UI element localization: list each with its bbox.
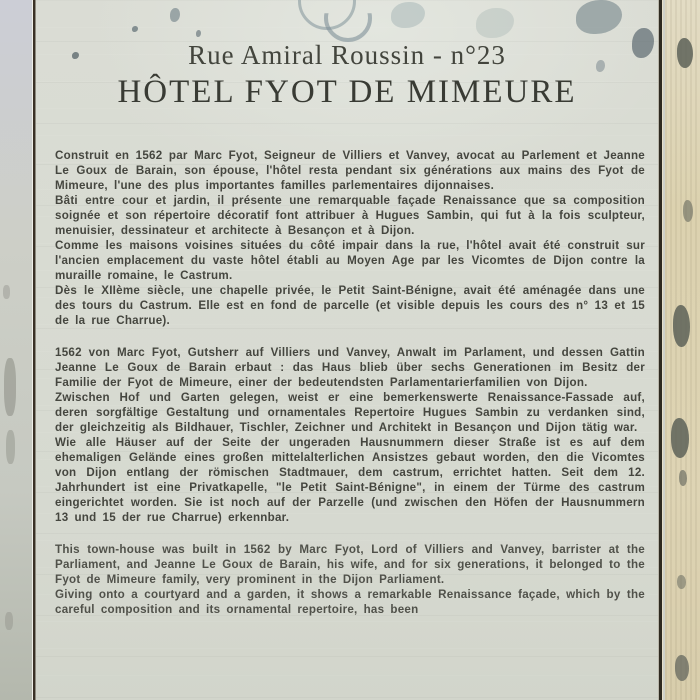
stain-dot bbox=[132, 26, 138, 32]
stain-blob bbox=[170, 8, 180, 22]
wall-stain bbox=[683, 200, 693, 222]
german-paragraph: Zwischen Hof und Garten gelegen, weist er eine bemerkenswerte Renaissance-Fassade auf, deren sorgfältige Gestaltung und ornamentales Repertoire Hugues Sambin zu verdanken sind, der gleichzeitig als Bildhauer, Tischler, Zeichner und Architekt in Besançon und Dijon tätig war. bbox=[55, 391, 645, 434]
wall-stain bbox=[677, 575, 686, 589]
french-paragraph: Dès le XIIème siècle, une chapelle privée, le Petit Saint-Bénigne, avait été aménagée dans une des tours du Castrum. Elle est en fond de parcelle (et visible depuis les cours des n° 13 et 15 de la rue Charrue). bbox=[55, 284, 645, 327]
stain-ring bbox=[298, 0, 356, 30]
paint-peel-mark bbox=[5, 612, 13, 630]
street-address: Rue Amiral Roussin - n°23 bbox=[188, 40, 506, 70]
wall-stain bbox=[679, 470, 687, 486]
english-section bbox=[55, 542, 645, 617]
plaque-right-edge-line bbox=[658, 0, 663, 700]
french-paragraph: Construit en 1562 par Marc Fyot, Seigneur de Villiers et Vanvey, avocat au Parlement et Jeanne Le Goux de Barain, son épouse, l'hôtel resta pendant six générations aux mains des Fyot de Mimeure, l'une des plus importantes familles parlementaires dijonnaises. bbox=[55, 149, 645, 192]
paint-peel-mark bbox=[4, 358, 16, 416]
english-paragraph: This town-house was built in 1562 by Marc Fyot, Lord of Villiers and Vanvey, barrister at the Parliament, and Jeanne Le Goux de Barain, his wife, and for six generations, it belonged to the Fyot de Mimeure family, very prominent in the Dijon Parliament. bbox=[55, 543, 645, 586]
german-paragraph: Wie alle Häuser auf der Seite der ungeraden Hausnummern dieser Straße ist es auf dem ehemaligen Gelände eines großen mittelalterlichen Ansistzes gebaut worden, den die Vicomtes von Dijon entlang der römischen Stadtmauer, dem castrum, errichtet hatten. Seit dem 12. Jahrhundert ist eine Privatkapelle, "le Petit Saint-Bénigne", in einem der Türme des castrum eingerichtet worden. Sie ist noch auf der Parzelle (und zwischen den Höfen der Hausnummern 13 und 15 der rue Charrue) erkennbar. bbox=[55, 436, 645, 524]
photo-left-edge bbox=[0, 0, 32, 700]
plaque-body-text bbox=[55, 148, 645, 634]
french-paragraph: Comme les maisons voisines situées du côté impair dans la rue, l'hôtel avait été construit sur l'ancien emplacement du vaste hôtel établi au Moyen Age par les Vicomtes de Dijon contre la muraille romaine, le Castrum. bbox=[55, 239, 645, 282]
french-paragraph: Bâti entre cour et jardin, il présente une remarquable façade Renaissance que sa composition soignée et son répertoire décoratif font attribuer à Hugues Sambin, qui fut à la fois sculpteur, menuisier, dessinateur et architecte à Besançon et à Dijon. bbox=[55, 194, 645, 237]
french-section bbox=[55, 148, 645, 328]
wall-stain bbox=[673, 305, 690, 347]
english-paragraph: Giving onto a courtyard and a garden, it shows a remarkable Renaissance façade, which by the careful composition and its ornamental repertoire, has been bbox=[55, 588, 645, 616]
wall-stain bbox=[677, 38, 693, 68]
wall-background bbox=[665, 0, 700, 700]
stain-blob bbox=[391, 2, 425, 28]
building-name: HÔTEL FYOT DE MIMEURE bbox=[117, 74, 577, 110]
german-paragraph: 1562 von Marc Fyot, Gutsherr auf Villiers und Vanvey, Anwalt im Parlament, und dessen Gattin Jeanne Le Goux de Barain erbaut : das Haus blieb über sechs Generationen im Besitz der Familie der Fyot de Mimeure, einer der bedeutendsten Parlamentarierfamilien von Dijon. bbox=[55, 346, 645, 389]
stain-blob bbox=[476, 8, 514, 38]
plaque-header bbox=[36, 40, 658, 111]
wall-stain bbox=[671, 418, 689, 458]
stain-blob bbox=[576, 0, 622, 34]
plaque-surface bbox=[36, 0, 658, 700]
stain-dot bbox=[196, 30, 201, 37]
german-section bbox=[55, 345, 645, 525]
paint-peel-mark bbox=[6, 430, 15, 464]
wall-stain bbox=[675, 655, 689, 681]
plaque-left-edge-line bbox=[32, 0, 36, 700]
paint-peel-mark bbox=[3, 285, 10, 299]
stain-arc bbox=[324, 0, 372, 42]
